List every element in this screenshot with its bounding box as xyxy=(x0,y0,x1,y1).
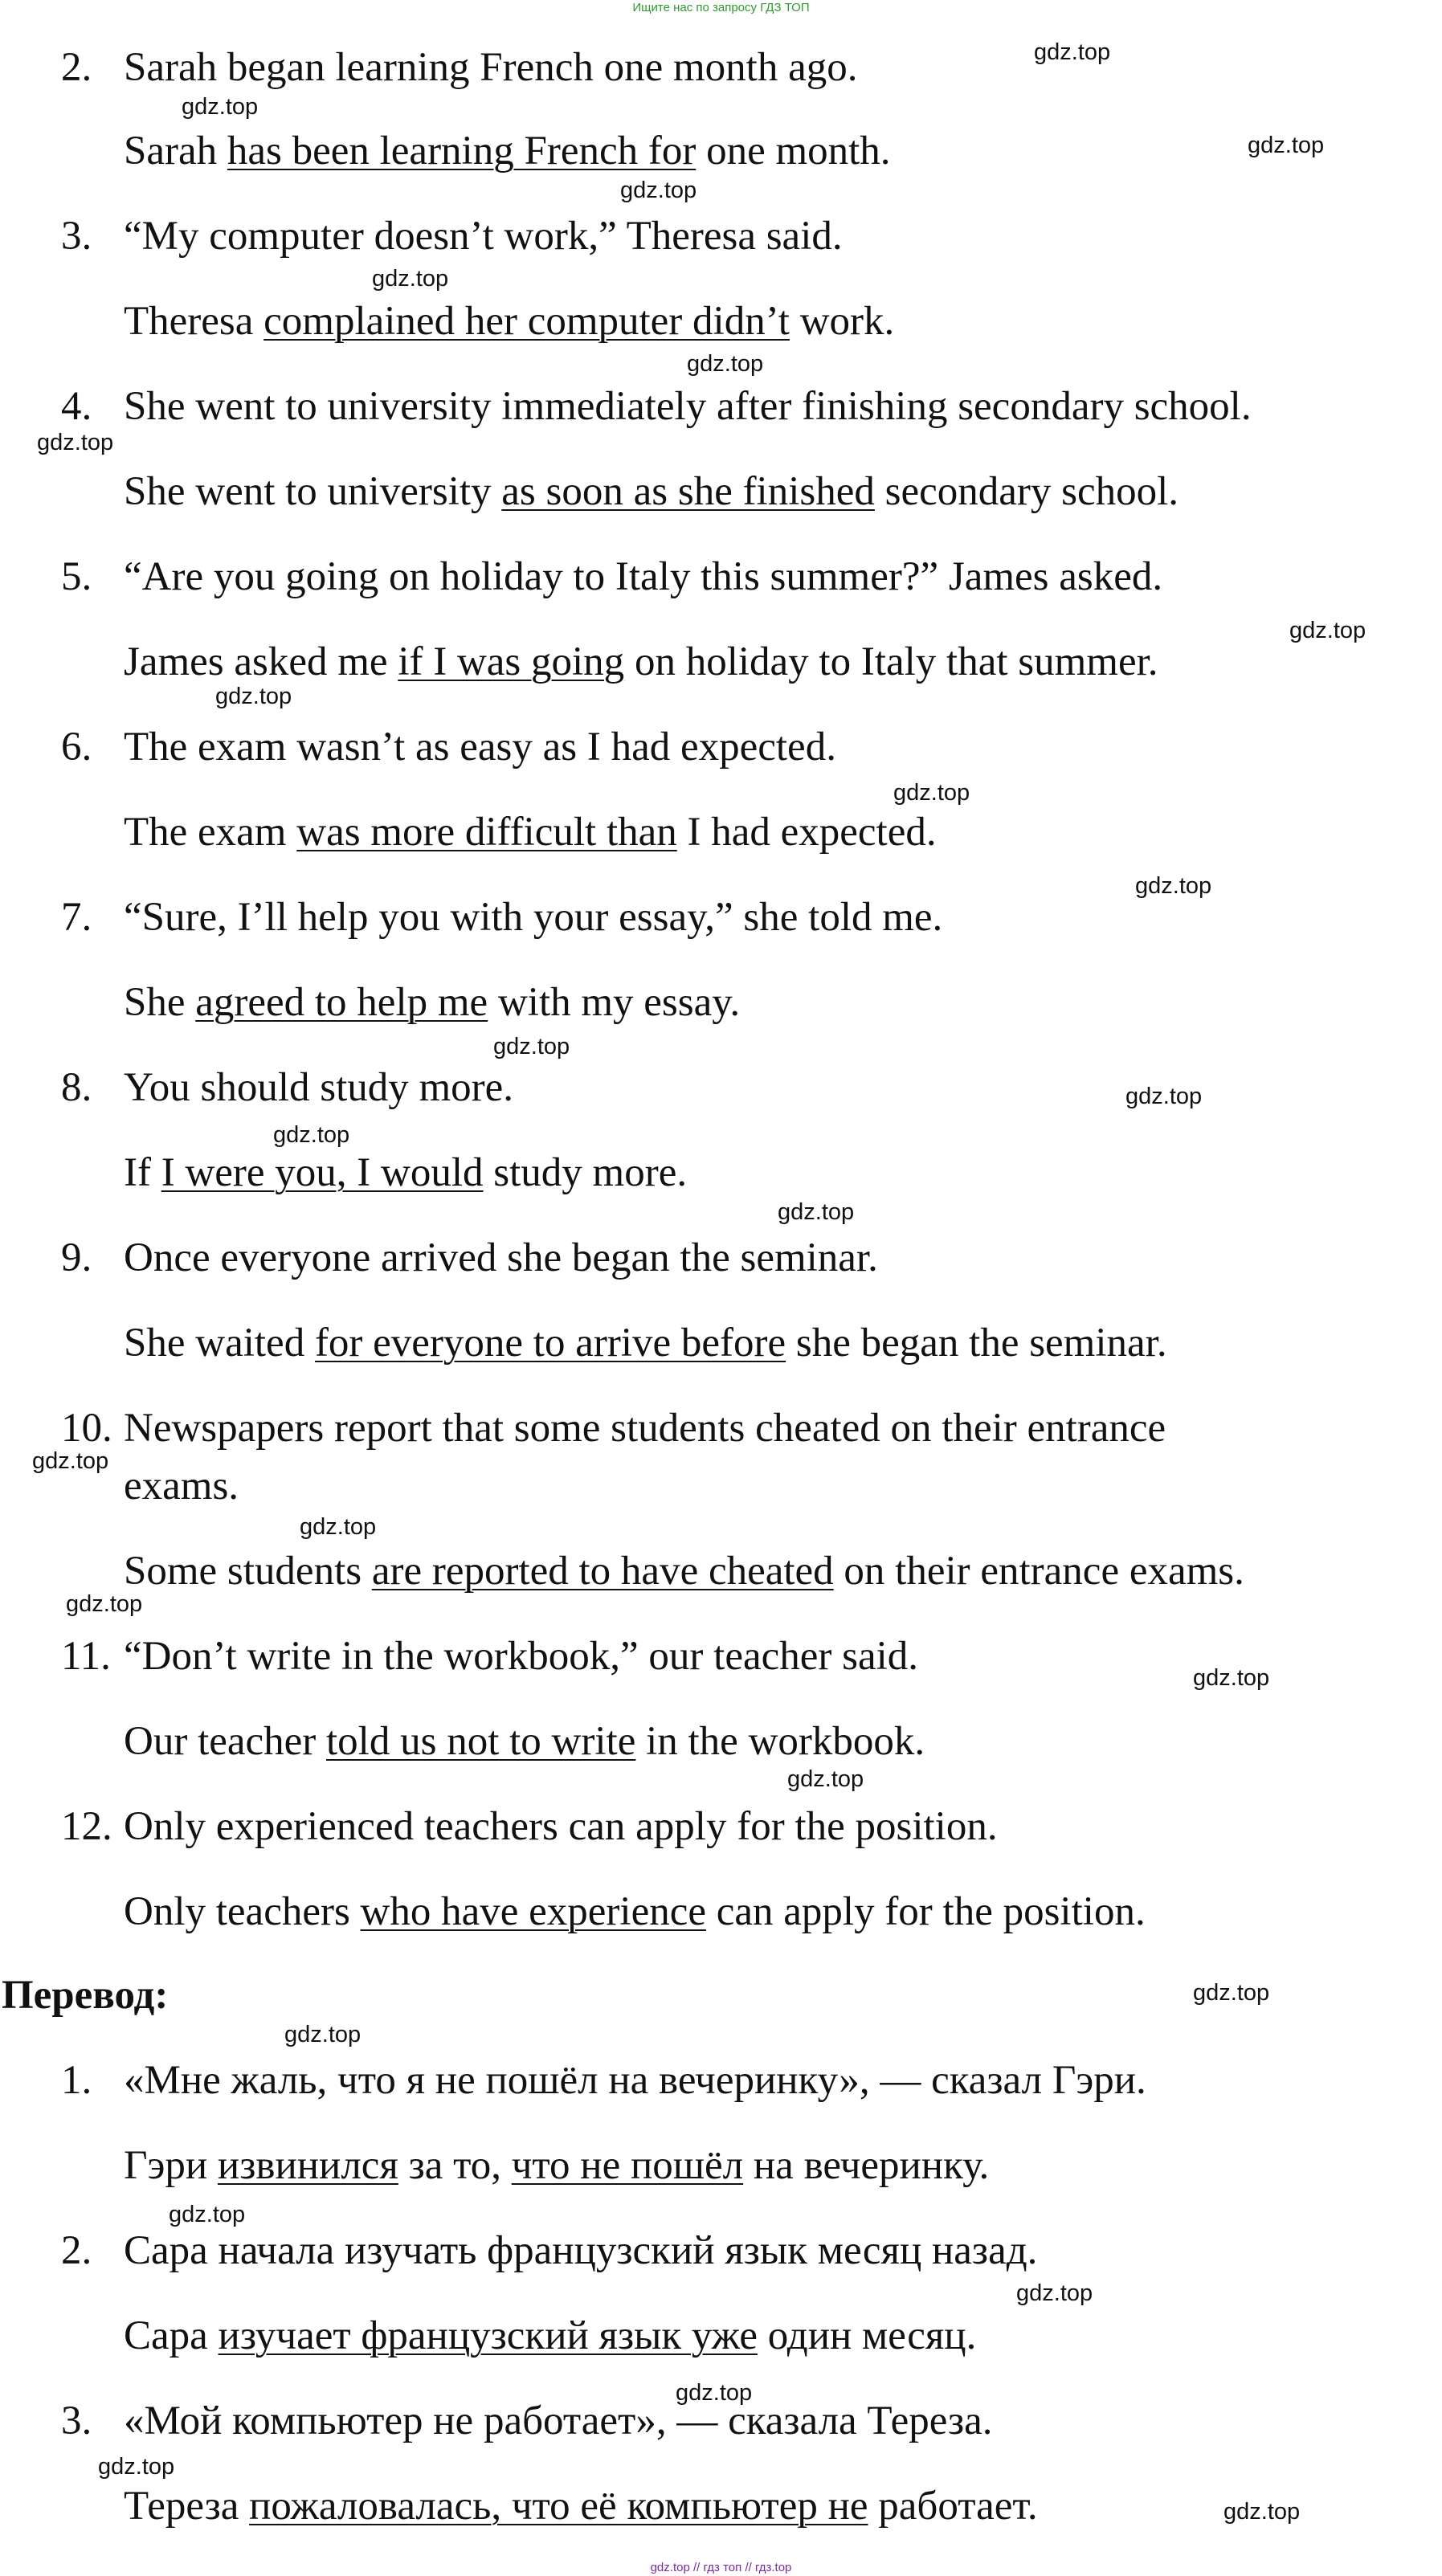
top-search-link[interactable]: Ищите нас по запросу ГДЗ ТОП xyxy=(632,1,810,14)
watermark: gdz.top xyxy=(182,94,259,120)
watermark: gdz.top xyxy=(1289,618,1366,643)
item-4-sentence: 4. She went to university immediately after finishing secondary school. xyxy=(61,384,1252,429)
item-5-answer: James asked me if I was going on holiday to Italy that summer. xyxy=(124,639,1158,684)
watermark: gdz.top xyxy=(1016,2280,1093,2306)
watermark: gdz.top xyxy=(1034,39,1111,65)
footer-separator: // xyxy=(692,2561,701,2574)
watermark: gdz.top xyxy=(893,780,970,806)
item-3-sentence: 3. “My computer doesn’t work,” Theresa said. xyxy=(61,214,843,259)
watermark: gdz.top xyxy=(98,2454,175,2480)
watermark: gdz.top xyxy=(778,1199,855,1225)
item-8-sentence: 8. You should study more. xyxy=(61,1065,514,1110)
watermark: gdz.top xyxy=(1125,1084,1203,1109)
ru-item-3-sentence: 3. «Мой компьютер не работает», — сказала Тереза. xyxy=(61,2398,993,2443)
item-9-sentence: 9. Once everyone arrived she began the seminar. xyxy=(61,1235,878,1280)
watermark: gdz.top xyxy=(1193,1665,1270,1691)
item-6-answer: The exam was more difficult than I had expected. xyxy=(124,810,937,855)
watermark: gdz.top xyxy=(37,430,114,455)
item-12-sentence: 12. Only experienced teachers can apply for the position. xyxy=(61,1804,998,1849)
watermark: gdz.top xyxy=(300,1514,377,1540)
watermark: gdz.top xyxy=(687,351,764,377)
watermark: gdz.top xyxy=(169,2202,246,2227)
watermark: gdz.top xyxy=(1193,1980,1270,2006)
ru-item-3-answer: Тереза пожаловалась, что её компьютер не работает. xyxy=(124,2484,1038,2529)
item-2-answer: Sarah has been learning French for one month. xyxy=(124,129,891,174)
item-11-sentence: 11. “Don’t write in the workbook,” our teacher said. xyxy=(61,1634,918,1679)
item-7-answer: She agreed to help me with my essay. xyxy=(124,980,741,1025)
watermark: gdz.top xyxy=(273,1122,350,1148)
footer-separator: // xyxy=(745,2561,752,2574)
ru-item-2-answer: Сара изучает французский язык уже один месяц. xyxy=(124,2313,977,2358)
ru-item-1-answer: Гэри извинился за то, что не пошёл на вечеринку. xyxy=(124,2143,990,2188)
watermark: gdz.top xyxy=(1248,133,1325,158)
watermark: gdz.top xyxy=(1135,873,1212,899)
item-6-sentence: 6. The exam wasn’t as easy as I had expected. xyxy=(61,725,836,770)
watermark: gdz.top xyxy=(676,2380,753,2406)
watermark: gdz.top xyxy=(215,684,292,709)
translation-heading: Перевод: xyxy=(2,1973,169,2018)
footer-link[interactable]: гдз.top xyxy=(754,2561,792,2574)
item-4-answer: She went to university as soon as she finished secondary school. xyxy=(124,469,1179,514)
item-5-sentence: 5. “Are you going on holiday to Italy this summer?” James asked. xyxy=(61,554,1163,599)
watermark: gdz.top xyxy=(66,1591,143,1617)
ru-item-2-sentence: 2. Сара начала изучать французский язык месяц назад. xyxy=(61,2228,1038,2273)
ru-item-1-sentence: 1. «Мне жаль, что я не пошёл на вечеринку», — сказал Гэри. xyxy=(61,2058,1146,2103)
item-2-sentence: 2. Sarah began learning French one month ago. xyxy=(61,45,858,90)
item-11-answer: Our teacher told us not to write in the workbook. xyxy=(124,1719,925,1764)
item-10-answer: Some students are reported to have cheated on their entrance exams. xyxy=(124,1549,1244,1594)
item-10-sentence: 10. Newspapers report that some students cheated on their entrance xyxy=(61,1406,1166,1451)
watermark: gdz.top xyxy=(284,2022,362,2047)
watermark: gdz.top xyxy=(1223,2499,1301,2525)
item-3-answer: Theresa complained her computer didn’t work. xyxy=(124,299,895,344)
watermark: gdz.top xyxy=(493,1034,570,1059)
footer-links xyxy=(0,2561,1442,2574)
item-8-answer: If I were you, I would study more. xyxy=(124,1150,688,1195)
watermark: gdz.top xyxy=(620,178,697,203)
footer-link[interactable]: gdz.top xyxy=(650,2561,690,2574)
watermark: gdz.top xyxy=(787,1766,864,1792)
item-9-answer: She waited for everyone to arrive before she began the seminar. xyxy=(124,1321,1167,1366)
watermark: gdz.top xyxy=(32,1448,109,1474)
footer-link[interactable]: гдз топ xyxy=(703,2561,742,2574)
item-10-sentence-cont: exams. xyxy=(124,1464,239,1508)
item-12-answer: Only teachers who have experience can apply for the position. xyxy=(124,1889,1146,1934)
watermark: gdz.top xyxy=(372,266,449,292)
item-7-sentence: 7. “Sure, I’ll help you with your essay,” she told me. xyxy=(61,895,943,940)
